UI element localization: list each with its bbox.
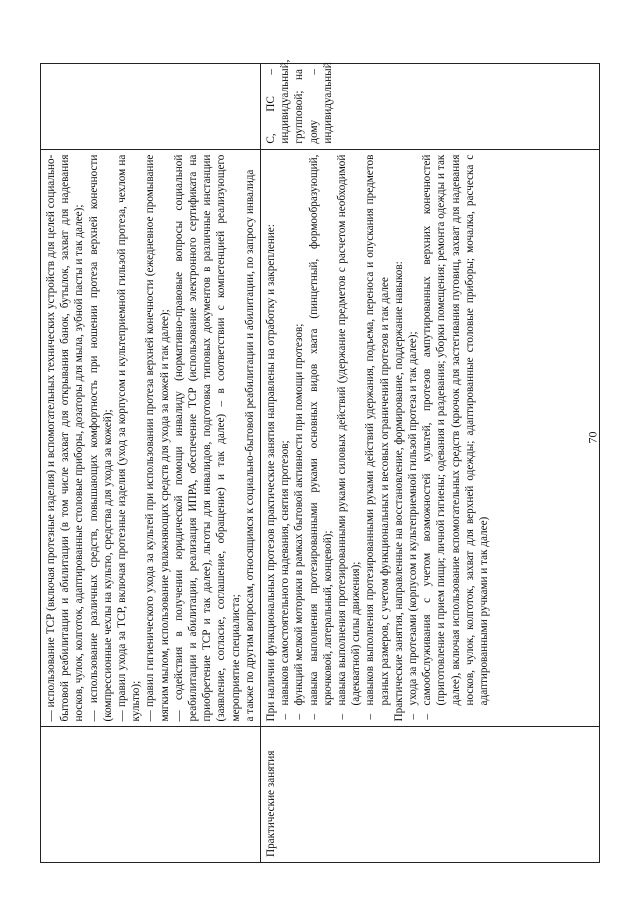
list-item: – навыков самостоятельного надевания, снятия протезов; (278, 155, 292, 722)
list-item: – навыков выполнения протезированными руками действий удержания, подъема, переноса и опускания предметов разных размеров, с учетом функциональных и весовых ограничений протезов и так далее (363, 155, 391, 722)
rotated-content (40, 59, 600, 863)
skills-list (278, 155, 392, 722)
intro-text: Практические занятия, направленные на восстановление, формирование, поддержание навыков: (392, 261, 405, 722)
row1-label-cell (41, 727, 261, 863)
paragraph: — содействия в получении юридической помощи инвалиду (нормативно-правовые вопросы социальной реабилитации и абилитации, реализация ИПРА, обеспечение ТСР (использование электронного сертификата на приобретение ТСР и так далее), льготы для инвалидов, подготовка типовых документов в различные инстанции (заявление, согласие, соглашение, обращение) и так далее) – в соответствии с компетенцией реализующего мероприятие специалиста; (172, 154, 242, 722)
row1-content-cell (41, 149, 261, 727)
skills-list (406, 155, 491, 722)
list-item: – ухода за протезами (корпусом и культеприемной гильзой протеза и так далее); (406, 155, 420, 722)
intro-text: При наличии функциональных протезов практические занятия направлены на отработку и закрепление: (265, 224, 278, 722)
paragraph: — правил ухода за ТСР, включая протезные изделия (уход за корпусом и культеприемной гильзой протеза, чехлом на культю); (116, 154, 143, 722)
list-item: – навыка выполнения протезированными руками силовых действий (удержание предметов с расчетом необходимой (адекватной) силы движения); (335, 155, 363, 722)
list-item: – самообслуживания с учетом возможностей культей, протезов ампутированных верхних конечностей (приготовление и прием пищи; личной гигиены; одевания и раздевания; уборки помещения; ремонта одежды и так далее), включая использование вспомогательных средств (крючок для застегивания пуговиц, захват для надевания носков, чулок, колготок, захват для верхней одежды; адаптированные столовые приборы; мочалка, расческа с адаптированными ручками и так далее) (420, 155, 491, 722)
row2-format-cell: С, ПС – индивидуальный, групповой; на дому – индивидуальный (261, 64, 600, 150)
content-table (40, 59, 600, 863)
table-row (41, 64, 261, 863)
paragraph: — использование ТСР (включая протезные изделия) и вспомогательных технических устройств для целей социально-бытовой реабилитации и абилитации (в том числе захват для открывания банок, бутылок, захват для надевания носков, чулок, колготок, адаптированные столовые приборы, дозаторы для мыла, зубной пасты и так далее); (45, 154, 86, 722)
paragraph: а также по другим вопросам, относящимся к социально-бытовой реабилитации и абилитации, по запросу инвалида (243, 169, 256, 722)
list-item: – функций мелкой моторики в рамках бытовой активности при помощи протезов; (292, 155, 306, 722)
list-item: – навыка выполнения протезированными руками основных видов хвата (пинцетный, формообразующий, крючковой, латеральный, концевой); (307, 155, 335, 722)
page-number: 70 (585, 431, 600, 444)
table-row (261, 64, 600, 863)
row2-label-cell: Практические занятия (261, 727, 600, 863)
paragraph: — использование различных средств, повышающих комфортность при ношении протеза верхней конечности (компрессионные чехлы на культю, средства для ухода за кожей); (87, 154, 114, 722)
row2-content-cell (261, 149, 600, 727)
paragraph: — правил гигиенического ухода за культей при использовании протеза верхней конечности (ежедневное промывание мягким мылом, использование увлажняющих средств для ухода за кожей и так далее); (144, 154, 171, 722)
row1-format-cell (41, 64, 261, 150)
